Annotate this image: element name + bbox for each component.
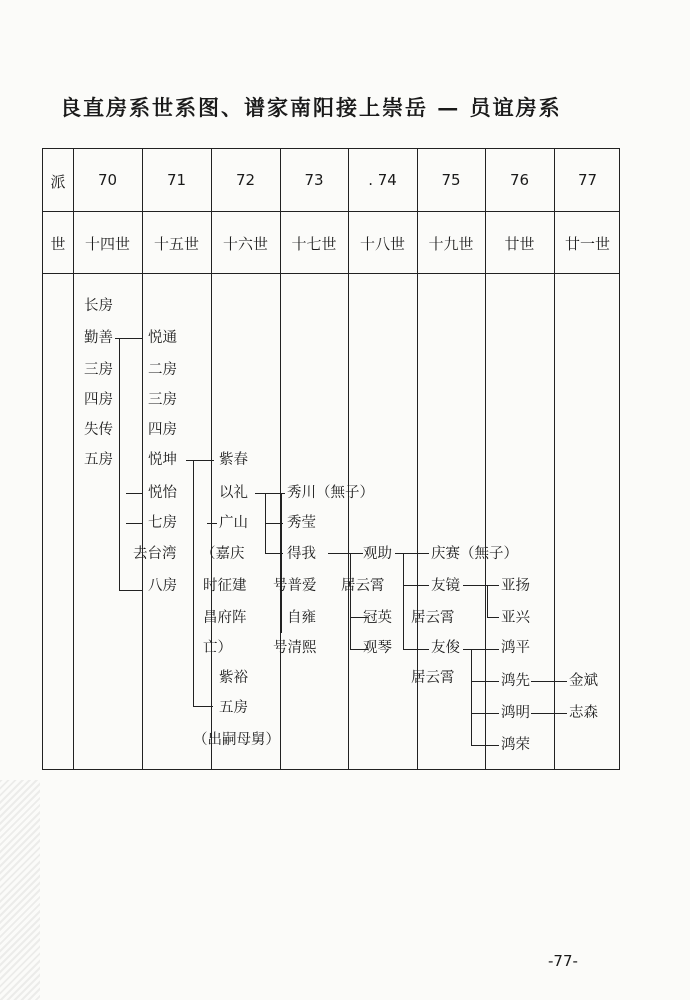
pai-number: 70: [97, 171, 118, 189]
branch-line: [119, 590, 143, 591]
person-name: 时征建: [203, 578, 247, 594]
person-name: 紫春: [219, 452, 248, 468]
person-name: 居云霄: [411, 670, 455, 686]
person-name: （嘉庆: [201, 546, 245, 562]
person-name: （出嗣母舅）: [193, 732, 280, 748]
pai-number: 76: [509, 171, 530, 189]
person-name: 紫裕: [219, 670, 248, 686]
person-name: 广山: [219, 515, 248, 531]
person-name: 亚兴: [501, 610, 530, 626]
branch-line: [487, 585, 488, 617]
branch-line: [126, 523, 143, 524]
person-name: 失传: [84, 422, 113, 438]
person-name: 三房: [84, 362, 113, 378]
generation-label: 十九世: [428, 235, 474, 253]
branch-line: [403, 553, 404, 649]
person-name: 二房: [148, 362, 177, 378]
pai-number: . 74: [368, 171, 397, 189]
person-name: 鸿平: [501, 640, 530, 656]
person-name: 悦坤: [148, 452, 177, 468]
branch-line: [186, 460, 214, 461]
generation-label: 十七世: [291, 235, 337, 253]
pai-number: 73: [304, 171, 324, 189]
person-name: 五房: [219, 700, 248, 716]
person-name: 观助: [363, 546, 392, 562]
scan-shadow: [0, 780, 40, 1000]
person-name: 友镜: [431, 578, 460, 594]
branch-line: [126, 493, 143, 494]
generation-label: 十五世: [153, 235, 199, 253]
branch-line: [487, 617, 499, 618]
branch-line: [403, 585, 429, 586]
person-name: 悦怡: [148, 485, 177, 501]
branch-line: [350, 553, 351, 649]
generation-label: 廿一世: [564, 235, 610, 253]
person-name: 号普爱: [273, 578, 317, 594]
pai-number: 72: [235, 171, 256, 189]
person-name: 以礼: [219, 485, 248, 501]
branch-line: [531, 713, 567, 714]
branch-line: [193, 460, 194, 706]
person-name: 悦通: [148, 330, 177, 346]
person-name: 友俊: [431, 640, 460, 656]
branch-line: [463, 585, 499, 586]
person-name: 冠英: [363, 610, 392, 626]
person-name: 昌府阵: [203, 610, 247, 626]
branch-line: [471, 713, 499, 714]
page-number: -77-: [548, 952, 578, 970]
person-name: 亚扬: [501, 578, 530, 594]
person-name: 志森: [569, 705, 598, 721]
person-name: 号清熙: [273, 640, 317, 656]
person-name: 八房: [148, 578, 177, 594]
branch-line: [471, 649, 472, 745]
person-name: 秀川（無子）: [287, 485, 374, 501]
generation-label: 十四世: [84, 235, 130, 253]
generation-label: 十八世: [359, 235, 405, 253]
page-title: 良直房系世系图、谱家南阳接上崇岳 — 员谊房系: [60, 95, 562, 120]
person-name: 鸿荣: [501, 737, 530, 753]
branch-line: [281, 493, 282, 633]
person-name: 秀莹: [287, 515, 316, 531]
pai-number: 77: [577, 171, 598, 189]
branch-line: [395, 553, 429, 554]
person-name: 七房: [148, 515, 177, 531]
shi-label: 世: [50, 235, 66, 253]
generation-label: 十六世: [222, 235, 268, 253]
branch-line: [471, 745, 499, 746]
person-name: 居云霄: [411, 610, 455, 626]
person-name: 居云霄: [341, 578, 385, 594]
branch-line: [193, 706, 213, 707]
pai-number: 71: [166, 171, 187, 189]
person-name: 勤善: [84, 330, 113, 346]
pai-number: 75: [441, 171, 461, 189]
person-name: 长房: [84, 298, 113, 314]
person-name: 四房: [148, 422, 177, 438]
branch-line: [328, 553, 363, 554]
generation-label: 廿世: [504, 235, 535, 253]
person-name: 自雍: [287, 610, 316, 626]
person-name: 得我: [287, 546, 316, 562]
branch-line: [531, 681, 567, 682]
header-body-divider: [43, 273, 619, 274]
genealogy-table: [42, 148, 620, 770]
person-name: 庆赛（無子）: [431, 546, 518, 562]
person-name: 四房: [84, 392, 113, 408]
person-name: 金斌: [569, 673, 598, 689]
person-name: 鸿明: [501, 705, 530, 721]
person-name: 五房: [84, 452, 113, 468]
person-name: 去台湾: [133, 546, 177, 562]
branch-line: [471, 681, 499, 682]
branch-line: [403, 649, 429, 650]
branch-line: [463, 649, 499, 650]
branch-line: [119, 338, 120, 590]
person-name: 观琴: [363, 640, 392, 656]
person-name: 三房: [148, 392, 177, 408]
person-name: 亡）: [203, 640, 232, 656]
person-name: 鸿先: [501, 673, 530, 689]
header-row-divider: [43, 211, 619, 212]
branch-line: [115, 338, 143, 339]
branch-line: [207, 523, 217, 524]
pai-label: 派: [50, 173, 66, 191]
